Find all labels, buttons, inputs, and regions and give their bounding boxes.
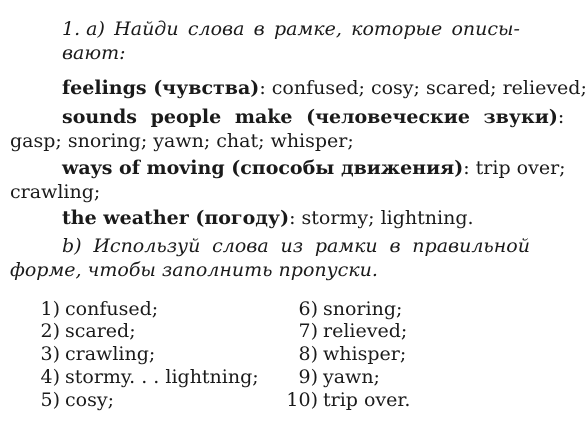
task-b-line1 [62, 235, 532, 257]
group-title: feelings (чувства) [62, 77, 260, 99]
task-b-word: в [389, 235, 401, 257]
answer-item [28, 389, 114, 411]
answer-text: yawn; [323, 366, 380, 388]
task-b-word: правильной [412, 235, 530, 257]
group-words: confused; cosy; scared; relieved; [265, 77, 587, 99]
task-b-word: из [280, 235, 304, 257]
answer-item [286, 366, 380, 388]
answer-item [28, 343, 155, 365]
task-a-word: Найди [114, 18, 179, 40]
group-separator: : [259, 77, 266, 99]
task-a-number: 1. а) [62, 18, 105, 40]
answer-number: 3) [40, 343, 60, 365]
task-b-line2: форме, чтобы заполнить пропуски. [10, 259, 378, 281]
answer-text: whisper; [323, 343, 407, 365]
answer-item [286, 389, 410, 411]
group-weather [62, 207, 582, 229]
answer-number: 8) [298, 343, 318, 365]
task-a-word: рамке, [273, 18, 342, 40]
task-a-line1 [62, 18, 522, 40]
answer-text: crawling; [65, 343, 156, 365]
answer-item [28, 298, 158, 320]
answer-number: 4) [40, 366, 60, 388]
answer-number: 1) [40, 298, 60, 320]
answer-item [286, 320, 407, 342]
group-sounds-words: gasp; snoring; yawn; chat; whisper; [10, 130, 354, 152]
answer-text: stormy. . . lightning; [65, 366, 259, 388]
group-separator: : [463, 157, 470, 179]
group-words: trip over; [469, 157, 566, 179]
task-a-line2: вают: [62, 42, 126, 64]
group-title: sounds people make (человеческие звуки) [62, 106, 558, 128]
group-moving-words: crawling; [10, 181, 101, 203]
group-feelings [62, 77, 587, 99]
task-a-word: описы- [451, 18, 520, 40]
group-moving [62, 157, 582, 179]
answer-number: 10) [286, 389, 318, 411]
task-b-word: рамки [314, 235, 378, 257]
answer-item [286, 298, 402, 320]
answer-item [286, 343, 406, 365]
task-b-label: b) [62, 235, 82, 257]
task-b-word: Используй [93, 235, 201, 257]
group-separator: : [289, 207, 296, 229]
task-a-word: которые [351, 18, 443, 40]
answer-text: trip over. [323, 389, 411, 411]
answer-number: 6) [298, 298, 318, 320]
answer-item [28, 320, 136, 342]
answer-text: confused; [65, 298, 159, 320]
answer-number: 7) [298, 320, 318, 342]
task-a-word: слова [187, 18, 245, 40]
answer-text: cosy; [65, 389, 114, 411]
answer-number: 5) [40, 389, 60, 411]
group-sounds [62, 106, 565, 128]
answer-text: scared; [65, 320, 136, 342]
group-separator: : [557, 106, 565, 128]
task-b-word: слова [212, 235, 269, 257]
group-words: stormy; lightning. [295, 207, 474, 229]
answer-text: relieved; [323, 320, 408, 342]
answer-item [28, 366, 259, 388]
answer-number: 2) [40, 320, 60, 342]
group-title: ways of moving (способы движения) [62, 157, 464, 179]
answer-text: snoring; [323, 298, 403, 320]
answer-number: 9) [298, 366, 318, 388]
group-title: the weather (погоду) [62, 207, 290, 229]
task-a-word: в [253, 18, 265, 40]
